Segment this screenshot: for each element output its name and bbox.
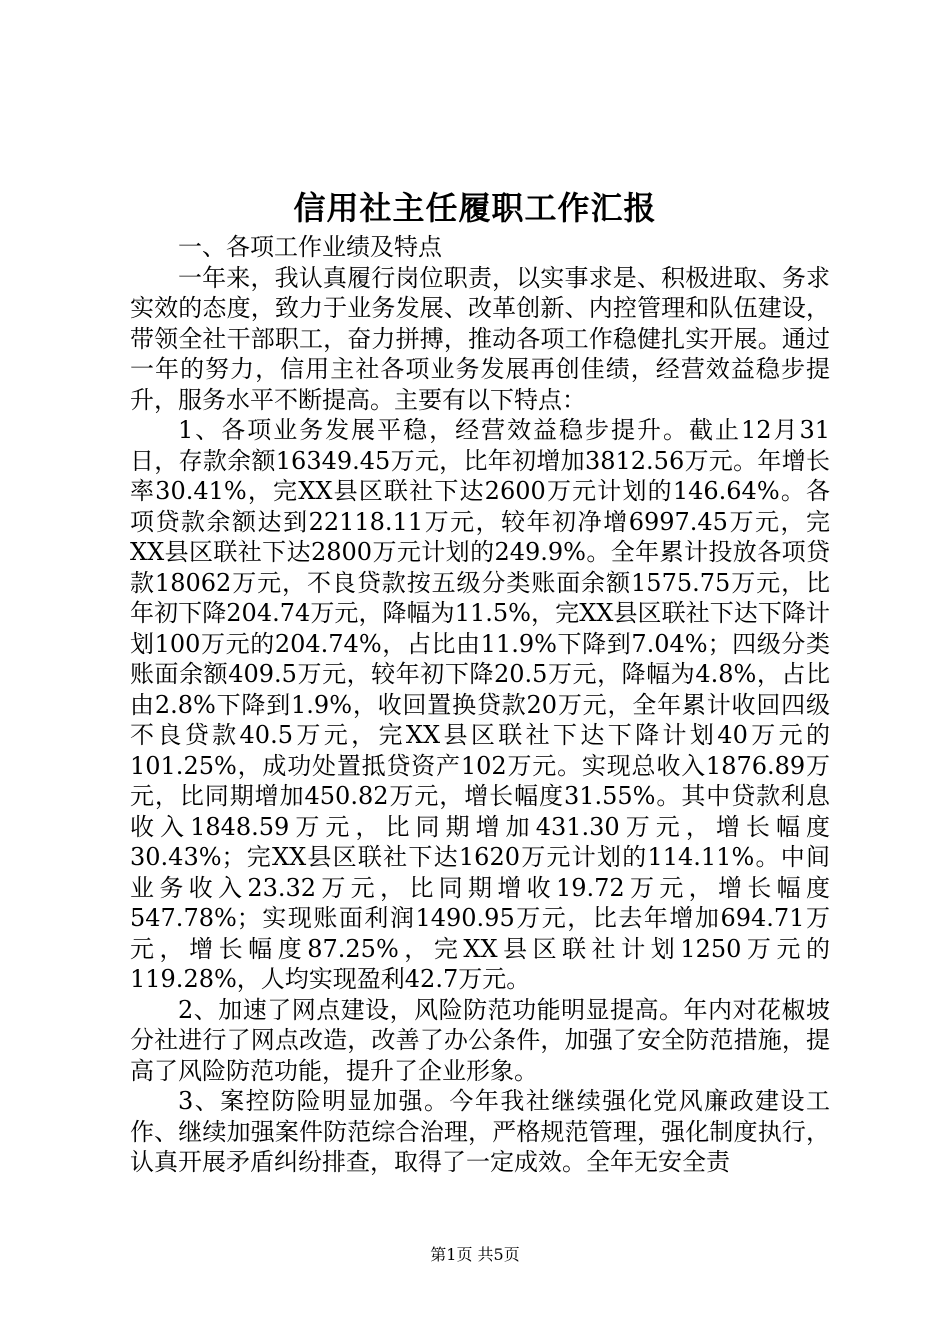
page-footer: 第1页 共5页 [430, 1245, 520, 1264]
paragraph-item-2: 2、加速了网点建设，风险防范功能明显提高。年内对花椒坡分社进行了网点改造，改善了办公条件，加强了安全防范措施，提高了风险防范功能，提升了企业形象。 [130, 995, 830, 1085]
document-title: 信用社主任履职工作汇报 [293, 189, 657, 227]
paragraph-item-1: 1、各项业务发展平稳，经营效益稳步提升。截止12月31日，存款余额16349.45万元，比年初增加3812.56万元。年增长率30.41%，完XX县区联社下达2600万元计划的146.64%。各项贷款余额达到22118.11万元，较年初净增6997.45万元，完XX县区联社下达2800万元计划的249.9%。全年累计投放各项贷款18062万元，不良贷款按五级分类账面余额1575.75万元，比年初下降204.74万元，降幅为11.5%，完XX县区联社下达下降计划100万元的204.74%，占比由11.9%下降到7.04%；四级分类账面余额409.5万元，较年初下降20.5万元，降幅为4.8%，占比由2.8%下降到1.9%，收回置换贷款20万元，全年累计收回四级不良贷款40.5万元，完XX县区联社下达下降计划40万元的101.25%，成功处置抵贷资产102万元。实现总收入1876.89万元，比同期增加450.82万元，增长幅度31.55%。其中贷款利息收入1848.59万元，比同期增加431.30万元，增长幅度30.43%；完XX县区联社下达1620万元计划的114.11%。中间业务收入23.32万元，比同期增收19.72万元，增长幅度547.78%；实现账面利润1490.95万元，比去年增加694.71万元，增长幅度87.25%，完XX县区联社计划1250万元的119.28%，人均实现盈利42.7万元。 [130, 416, 830, 993]
document-body [130, 232, 830, 1178]
paragraph-intro: 一年来，我认真履行岗位职责，以实事求是、积极进取、务求实效的态度，致力于业务发展、改革创新、内控管理和队伍建设，带领全社干部职工，奋力拼搏，推动各项工作稳健扎实开展。通过一年的努力，信用主社各项业务发展再创佳绩，经营效益稳步提升，服务水平不断提高。主要有以下特点： [130, 263, 830, 414]
paragraph-item-3: 3、案控防险明显加强。今年我社继续强化党风廉政建设工作、继续加强案件防范综合治理，严格规范管理，强化制度执行，认真开展矛盾纠纷排查，取得了一定成效。全年无安全责 [130, 1087, 830, 1176]
section-heading: 一、各项工作业绩及特点 [178, 233, 442, 261]
